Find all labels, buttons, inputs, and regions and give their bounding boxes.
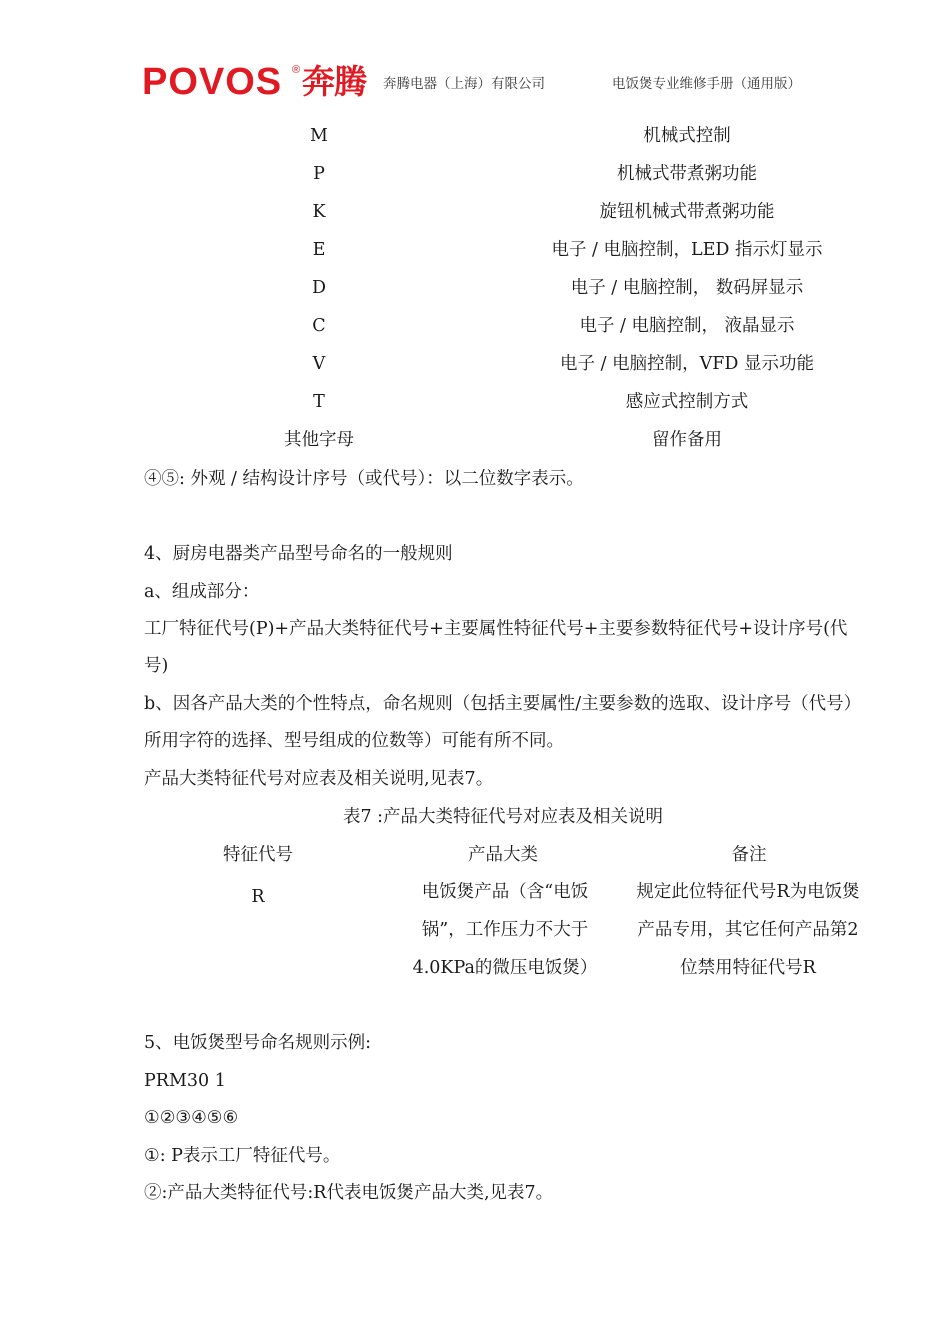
code-row [0, 425, 950, 455]
code-description: 电子 / 电脑控制， 液晶显示 [579, 316, 795, 336]
table-cell-note: 规定此位特征代号R为电饭煲产品专用，其它任何产品第2位禁用特征代号R [636, 882, 860, 978]
section4-a-label: a、组成部分： [144, 582, 260, 602]
code-letter: P [313, 164, 325, 184]
code-description: 留作备用 [652, 430, 722, 450]
code-letter: K [312, 202, 326, 222]
code-letter: M [310, 126, 328, 146]
code-row [0, 197, 950, 227]
section5-title: 5、电饭煲型号命名规则示例: [144, 1033, 372, 1053]
code-letter: T [313, 392, 325, 412]
code-letter: D [311, 278, 327, 298]
code-row [0, 273, 950, 303]
section4-a-text: 工厂特征代号(P)+产品大类特征代号+主要属性特征代号+主要参数特征代号+设计序号(代号) [144, 619, 848, 676]
section4-title: 4、厨房电器类产品型号命名的一般规则 [144, 544, 453, 564]
code-row [0, 159, 950, 189]
note-45: ④⑤: 外观 / 结构设计序号（或代号）：以二位数字表示。 [144, 469, 584, 489]
code-letter: E [312, 240, 326, 260]
item-1: ①: P表示工厂特征代号。 [144, 1146, 341, 1166]
code-row [0, 121, 950, 151]
table-header-note: 备注 [731, 845, 767, 865]
section4-ref: 产品大类特征代号对应表及相关说明,见表7。 [144, 769, 494, 789]
company-name: 奔腾电器（上海）有限公司 [383, 76, 545, 92]
section4-b-text: b、因各产品大类的个性特点，命名规则（包括主要属性/主要参数的选取、设计序号（代号）所用字符的选择、型号组成的位数等）可能有所不同。 [144, 694, 862, 751]
table-header-product: 产品大类 [468, 845, 538, 865]
table-cell-product: 电饭煲产品（含“电饭锅”，工作压力不大于4.0KPa的微压电饭煲） [412, 882, 598, 978]
code-description: 机械式带煮粥功能 [617, 164, 757, 184]
code-description: 机械式控制 [643, 126, 731, 146]
model-example: PRM30 1 [144, 1071, 226, 1091]
povos-logo: POVOS [142, 61, 283, 103]
benteng-logo: 奔腾 [302, 63, 366, 100]
page-header [0, 62, 950, 102]
registered-mark: ® [292, 64, 301, 76]
table-header-code: 特征代号 [223, 845, 293, 865]
item-2: ②:产品大类特征代号:R代表电饭煲产品大类,见表7。 [144, 1183, 554, 1203]
code-description: 电子 / 电脑控制，VFD 显示功能 [560, 354, 814, 374]
table-cell-code: R [251, 887, 265, 907]
code-row [0, 235, 950, 265]
code-letter: C [312, 316, 326, 336]
manual-title: 电饭煲专业维修手册（通用版） [612, 76, 801, 92]
position-markers: ①②③④⑤⑥ [144, 1108, 239, 1128]
table7-caption: 表7 :产品大类特征代号对应表及相关说明 [342, 807, 664, 827]
code-row [0, 349, 950, 379]
code-description: 旋钮机械式带煮粥功能 [599, 202, 775, 222]
code-description: 感应式控制方式 [625, 392, 749, 412]
code-row [0, 311, 950, 341]
code-description: 电子 / 电脑控制， 数码屏显示 [570, 278, 804, 298]
code-row [0, 387, 950, 417]
code-description: 电子 / 电脑控制，LED 指示灯显示 [551, 240, 823, 260]
code-letter: 其他字母 [284, 430, 354, 450]
code-letter: V [312, 354, 326, 374]
